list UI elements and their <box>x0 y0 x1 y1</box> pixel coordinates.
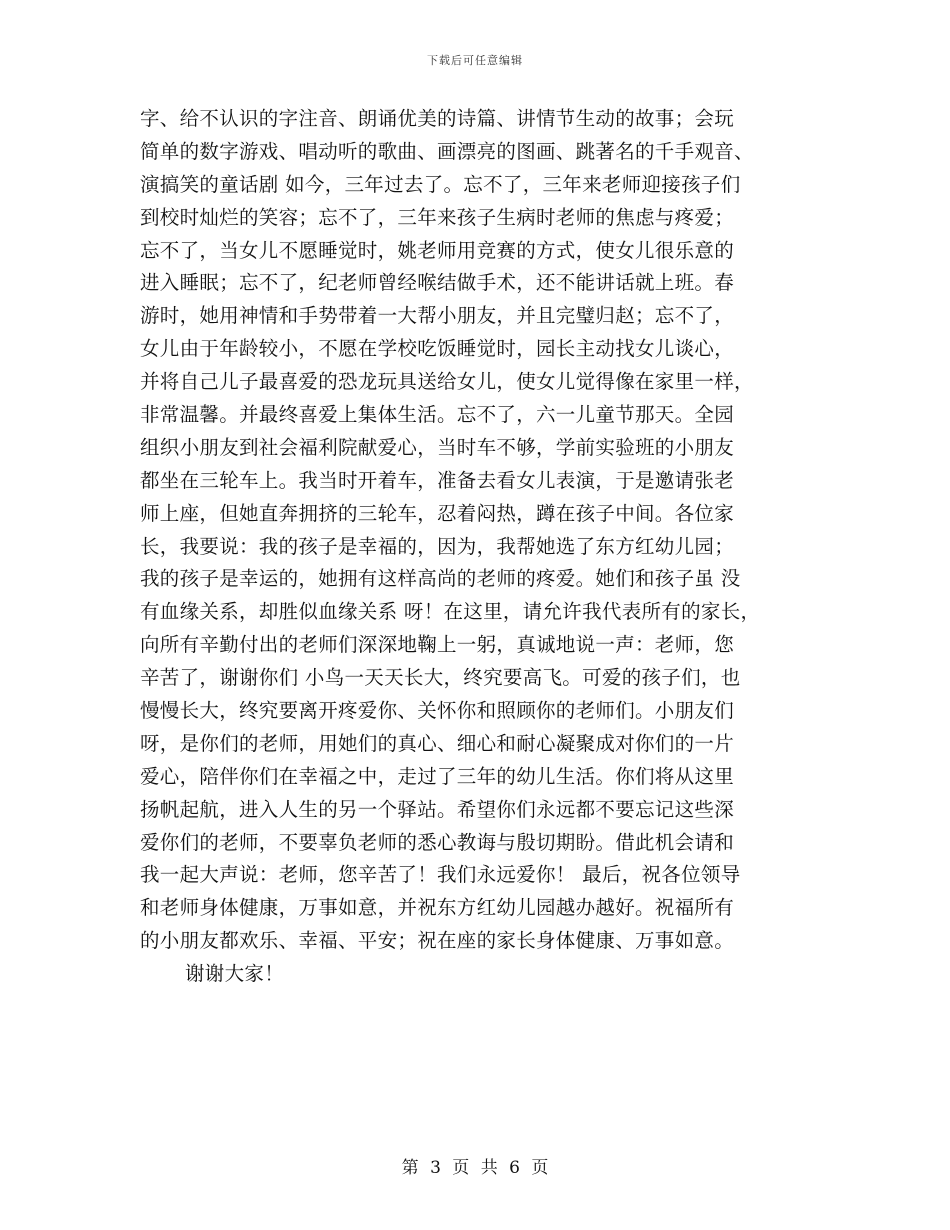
body-line: 字、给不认识的字注音、朗诵优美的诗篇、讲情节生动的故事；会玩 <box>140 107 735 130</box>
body-line: 有血缘关系，却胜似血缘关系 呀！在这里，请允许我代表所有的家长， <box>140 600 761 624</box>
body-line: 演搞笑的童话剧 如今，三年过去了。忘不了，三年来老师迎接孩子们 <box>140 172 741 196</box>
body-line: 的小朋友都欢乐、幸福、平安；祝在座的家长身体健康、万事如意。 <box>140 929 735 953</box>
body-line: 非常温馨。并最终喜爱上集体生活。忘不了，六一儿童节那天。全园 <box>140 403 735 427</box>
body-line: 呀，是你们的老师，用她们的真心、细心和耐心凝聚成对你们的一片 <box>140 731 735 755</box>
body-line: 组织小朋友到社会福利院献爱心，当时车不够，学前实验班的小朋友 <box>140 435 735 459</box>
body-line: 爱你们的老师，不要辜负老师的悉心教诲与殷切期盼。借此机会请和 <box>140 830 735 854</box>
body-line: 辛苦了，谢谢你们 小鸟一天天长大，终究要高飞。可爱的孩子们，也 <box>140 666 741 690</box>
body-line: 我一起大声说：老师，您辛苦了！我们永远爱你！ 最后，祝各位领导 <box>140 863 741 887</box>
body-line: 爱心，陪伴你们在幸福之中，走过了三年的幼儿生活。你们将从这里 <box>140 764 735 788</box>
body-line: 向所有辛勤付出的老师们深深地鞠上一躬，真诚地说一声：老师，您 <box>140 633 735 657</box>
body-line: 和老师身体健康，万事如意，并祝东方红幼儿园越办越好。祝福所有 <box>140 896 735 920</box>
closing-line: 谢谢大家！ <box>185 962 285 986</box>
body-line: 简单的数字游戏、唱动听的歌曲、画漂亮的图画、跳著名的千手观音、 <box>140 139 754 163</box>
body-line: 扬帆起航，进入人生的另一个驿站。希望你们永远都不要忘记这些深 <box>140 797 735 821</box>
page-number: 第 3 页 共 6 页 <box>401 1158 549 1178</box>
body-line: 师上座，但她直奔拥挤的三轮车，忍着闷热，蹲在孩子中间。各位家 <box>140 501 735 525</box>
body-line: 游时，她用神情和手势带着一大帮小朋友，并且完璧归赵；忘不了， <box>140 304 735 328</box>
body-line: 长，我要说：我的孩子是幸福的，因为，我帮她选了东方红幼儿园； <box>140 534 735 558</box>
body-line: 女儿由于年龄较小，不愿在学校吃饭睡觉时，园长主动找女儿谈心， <box>140 337 735 361</box>
document-body <box>140 103 820 991</box>
body-line: 慢慢长大，终究要离开疼爱你、关怀你和照顾你的老师们。小朋友们 <box>140 699 735 723</box>
body-line: 都坐在三轮车上。我当时开着车，准备去看女儿表演，于是邀请张老 <box>140 468 735 492</box>
page-header-note: 下载后可任意编辑 <box>427 54 523 67</box>
body-line: 到校时灿烂的笑容；忘不了，三年来孩子生病时老师的焦虑与疼爱； <box>140 205 735 229</box>
body-line: 忘不了，当女儿不愿睡觉时，姚老师用竞赛的方式，使女儿很乐意的 <box>140 238 735 262</box>
body-line: 我的孩子是幸运的，她拥有这样高尚的老师的疼爱。她们和孩子虽 没 <box>140 567 741 591</box>
body-line: 进入睡眠；忘不了，纪老师曾经喉结做手术，还不能讲话就上班。春 <box>140 271 735 295</box>
body-line: 并将自己儿子最喜爱的恐龙玩具送给女儿，使女儿觉得像在家里一样， <box>140 370 754 394</box>
